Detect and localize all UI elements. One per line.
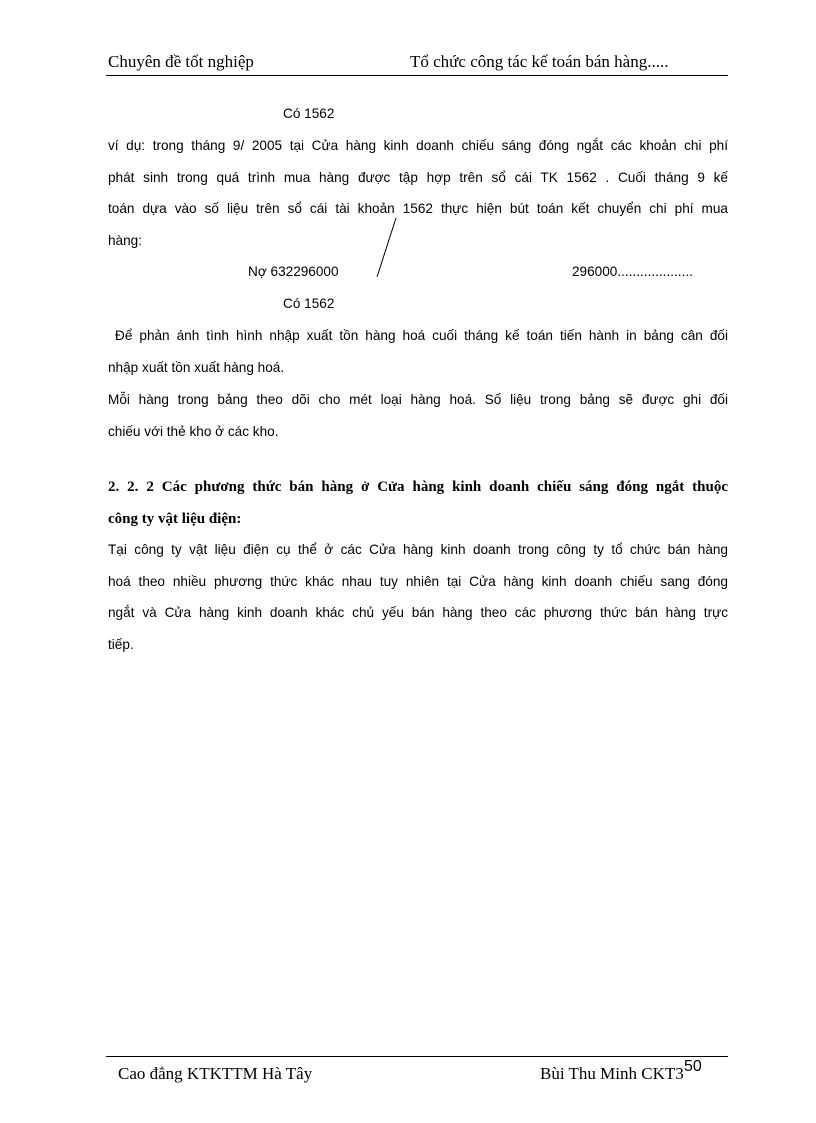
paragraph-line: tiếp. [108, 636, 134, 652]
section-body [108, 534, 728, 660]
paragraph-line: hoá theo nhiều phương thức khác nhau tuy nhiên tại Cửa hàng kinh doanh chiếu sang đóng [108, 573, 728, 589]
paragraph-line: hàng: [108, 232, 143, 248]
paragraph-line: toán dựa vào số liệu trên sổ cái tài khoản 1562 thực hiện bút toán kết chuyển chi phí mua [108, 201, 728, 216]
rows-note-paragraph [108, 384, 728, 447]
footer-rule [106, 1056, 728, 1057]
entry2-amount: 296000.................... [572, 264, 693, 279]
footer-right: Bùi Thu Minh CKT3 [540, 1064, 684, 1083]
entry1-credit: Có 1562 [283, 106, 335, 121]
paragraph-line: Để phản ánh tình hình nhập xuất tồn hàng hoá cuối tháng kế toán tiến hành in bảng cân đối [108, 328, 728, 343]
paragraph-line: phát sinh trong quá trình mua hàng được tập hợp trên sổ cái TK 1562 . Cuối tháng 9 kế [108, 169, 728, 185]
paragraph-line: ngắt và Cửa hàng kinh doanh khác chủ yếu bán hàng theo các phương thức bán hàng trực [108, 605, 728, 620]
paragraph-line: nhập xuất tồn xuất hàng hoá. [108, 359, 285, 375]
footer-left: Cao đẳng KTKTTM Hà Tây [118, 1064, 313, 1083]
header-right: Tổ chức công tác kế toán bán hàng..... [410, 52, 669, 71]
header-rule [106, 75, 728, 76]
page-number: 50 [684, 1058, 702, 1075]
paragraph-line: chiếu với thẻ kho ở các kho. [108, 423, 279, 439]
example-paragraph [108, 130, 728, 256]
entry2-debit: Nợ 632296000 [248, 264, 339, 279]
slash-mark [370, 215, 400, 281]
entry2-credit: Có 1562 [283, 296, 335, 311]
summary-paragraph [108, 320, 728, 383]
paragraph-line: ví dụ: trong tháng 9/ 2005 tại Cửa hàng kinh doanh chiếu sáng đóng ngắt các khoản chi phí [108, 138, 728, 153]
paragraph-line: Tại công ty vật liệu điện cụ thể ở các Cửa hàng kinh doanh trong công ty tổ chức bán hàng [108, 542, 728, 557]
heading-line: công ty vật liệu điện: [108, 510, 242, 527]
heading-line: 2. 2. 2 Các phương thức bán hàng ở Cửa hàng kinh doanh chiếu sáng đóng ngắt thuộc [108, 479, 728, 495]
section-heading [108, 472, 728, 535]
header-left: Chuyên đề tốt nghiệp [108, 52, 254, 71]
paragraph-line: Mỗi hàng trong bảng theo dõi cho mét loại hàng hoá. Số liệu trong bảng sẽ được ghi đối [108, 392, 728, 407]
